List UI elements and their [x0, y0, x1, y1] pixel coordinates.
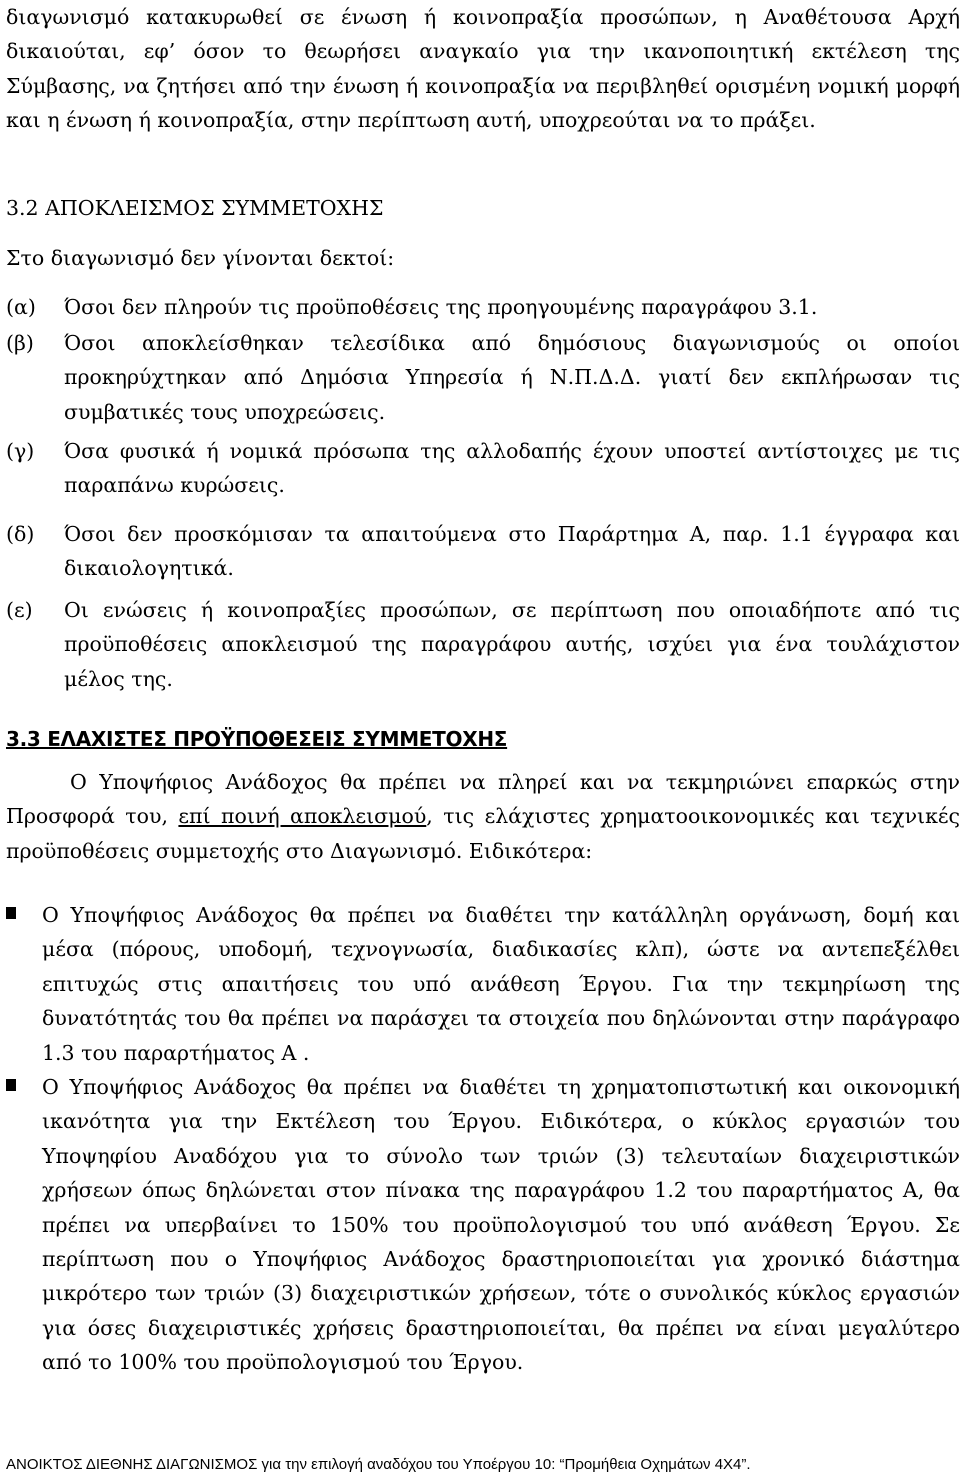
list-marker: (ε): [6, 598, 33, 622]
list-item-text: Οι ενώσεις ή κοινοπραξίες προσώπων, σε περίπτωση που οποιαδήποτε από τις προϋποθέσεις αποκλεισμού της παραγράφου αυτής, ισχύει για ένα τουλάχιστον μέλος της.: [64, 598, 960, 691]
list-item-text: Όσοι αποκλείσθηκαν τελεσίδικα από δημόσιους διαγωνισμούς οι οποίοι προκηρύχτηκαν από Δημόσια Υπηρεσία ή Ν.Π.Δ.Δ. γιατί δεν εκπλήρωσαν τις συμβατικές τους υποχρεώσεις.: [64, 331, 960, 424]
exclusion-list: [6, 290, 960, 324]
list-item-text: Όσοι δεν προσκόμισαν τα απαιτούμενα στο Παράρτημα Α, παρ. 1.1 έγγραφα και δικαιολογητικά.: [64, 522, 960, 581]
requirements-bullet-list: [6, 898, 960, 1380]
bullet-text: Ο Υποψήφιος Ανάδοχος θα πρέπει να διαθέτει την κατάλληλη οργάνωση, δομή και μέσα (πόρους, υποδομή, τεχνογνωσία, διαδικασίες κλπ), ώστε να αντεπεξέλθει επιτυχώς στις απαιτήσεις του υπό ανάθεση Έργου. Για την τεκμηρίωση της δυνατότητάς του θα πρέπει να παράσχει τα στοιχεία που δηλώνονται στην παράγραφο 1.3 του παραρτήματος Α .: [42, 903, 960, 1065]
bullet-item: [6, 898, 960, 1070]
square-bullet-icon: [6, 898, 42, 932]
bullet-text: Ο Υποψήφιος Ανάδοχος θα πρέπει να διαθέτει τη χρηματοπιστωτική και οικονομική ικανότητα για την Εκτέλεση του Έργου. Ειδικότερα, ο κύκλος εργασιών του Υποψηφίου Αναδόχου για το σύνολο των τριών (3) τελευταίων διαχειριστικών χρήσεων όπως δηλώνεται στον πίνακα της παραγράφου 1.2 του παραρτήματος Α, θα πρέπει να υπερβαίνει το 150% του προϋπολογισμού του υπό ανάθεση Έργου. Σε περίπτωση που ο Υποψήφιος Ανάδοχος δραστηριοποιείται για χρονικό διάστημα μικρότερο των τριών (3) διαχειριστικών χρήσεων, τότε ο συνολικός κύκλος εργασιών για όσες διαχειριστικές χρήσεις δραστηριοποιείται, θα πρέπει να είναι μεγαλύτερο από το 100% του προϋπολογισμού του Έργου.: [42, 1075, 960, 1375]
list-item: [6, 434, 960, 503]
list-marker: (β): [6, 331, 34, 355]
section-3-2-intro: Στο διαγωνισμό δεν γίνονται δεκτοί:: [6, 246, 395, 270]
page-footer: ΑΝΟΙΚΤΟΣ ΔΙΕΘΝΗΣ ΔΙΑΓΩΝΙΣΜΟΣ για την επιλογή αναδόχου του Υποέργου 10: “Προμήθεια Οχημάτων 4Χ4”.: [6, 1456, 751, 1473]
exclusion-list-b: [6, 326, 960, 429]
list-marker: (γ): [6, 439, 35, 463]
list-item-text: Όσοι δεν πληρούν τις προϋποθέσεις της προηγουμένης παραγράφου 3.1.: [64, 295, 818, 319]
document-page: [6, 0, 960, 1473]
para-text-part1: Ο Υποψήφιος Ανάδοχος θα πρέπει να πληρεί και να τεκμηριώνει επαρκώς στην Προσφορά του,: [6, 770, 960, 829]
para-text-part2: , τις ελάχιστες χρηματοοικονομικές και τεχνικές προϋποθέσεις συμμετοχής στο Διαγωνισμό. Ειδικότερα:: [6, 804, 960, 863]
list-item: [6, 517, 960, 586]
intro-paragraph: διαγωνισμό κατακυρωθεί σε ένωση ή κοινοπραξία προσώπων, η Αναθέτουσα Αρχή δικαιούται, εφ’ όσον το θεωρήσει αναγκαίο για την ικανοποιητική εκτέλεση της Σύμβασης, να ζητήσει από την ένωση ή κοινοπραξία να περιβληθεί ορισμένη νομική μορφή και η ένωση ή κοινοπραξία, στην περίπτωση αυτή, υποχρεούται να το πράξει.: [6, 5, 960, 133]
section-3-2-heading: 3.2 ΑΠΟΚΛΕΙΣΜΟΣ ΣΥΜΜΕΤΟΧΗΣ: [6, 196, 384, 220]
section-3-3-heading: 3.3 ΕΛΑΧΙΣΤΕΣ ΠΡΟΫΠΟΘΕΣΕΙΣ ΣΥΜΜΕΤΟΧΗΣ: [6, 727, 508, 751]
list-item: [6, 593, 960, 696]
exclusion-list-d: [6, 517, 960, 586]
para-underlined-text: επί ποινή αποκλεισμού: [178, 804, 427, 829]
exclusion-list-c: [6, 434, 960, 503]
square-bullet-icon: [6, 1070, 42, 1104]
list-item: [6, 290, 960, 324]
list-item: [6, 326, 960, 429]
exclusion-list-e: [6, 593, 960, 696]
list-item-text: Όσα φυσικά ή νομικά πρόσωπα της αλλοδαπής έχουν υποστεί αντίστοιχες με τις παραπάνω κυρώσεις.: [64, 439, 960, 498]
list-marker: (α): [6, 295, 36, 319]
list-marker: (δ): [6, 522, 35, 546]
section-3-3-paragraph: [6, 765, 960, 868]
bullet-item: [6, 1070, 960, 1380]
